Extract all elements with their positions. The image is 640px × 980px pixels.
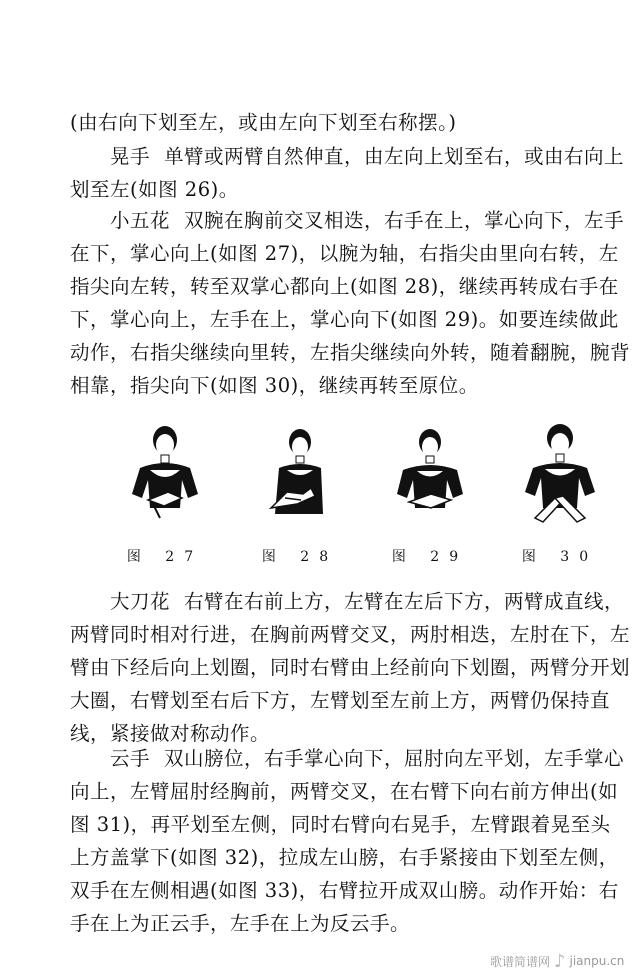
paragraph-huangshou (70, 140, 630, 206)
site-watermark (490, 948, 635, 974)
term-label: 云手 (110, 747, 151, 770)
paragraph-intro (70, 106, 630, 139)
figure-caption: 图 30 (521, 549, 599, 565)
watermark-logo-icon: ♪ (554, 950, 566, 972)
dancer-illustration (110, 418, 220, 538)
figure-caption: 图 27 (126, 549, 204, 565)
dancer-illustration (245, 418, 355, 538)
figure-row (100, 418, 620, 573)
watermark-url: jianpu.cn (569, 954, 625, 968)
paragraph-xiaowuhua (70, 204, 630, 402)
term-label: 小五花 (110, 209, 171, 232)
dancer-illustration (375, 418, 485, 538)
figure-30 (505, 418, 615, 573)
figure-caption: 图 28 (261, 549, 339, 565)
paragraph-yunshou (70, 742, 630, 940)
paragraph-dadaohua (70, 585, 630, 750)
figure-27 (110, 418, 220, 573)
paragraph-text: 双腕在胸前交叉相迭，右手在上，掌心向下，左手在下，掌心向上(如图 27)，以腕为轴，右指尖由里向右转，左指尖向左转，转至双掌心都向上(如图 28)，继续再转成右手在下，掌心向上，左手在上，掌心向下(如图 29)。如要连续做此动作，右指尖继续向里转，左指尖继续向外转，随着翻腕，腕背相靠，指尖向下(如图 30)，继续再转至原位。 (70, 209, 631, 397)
paragraph-text: (由右向下划至左，或由左向下划至右称摆。) (70, 111, 457, 134)
term-label: 大刀花 (110, 590, 171, 613)
paragraph-text: 右臂在右前上方，左臂在左后下方，两臂成直线，两臂同时相对行进，在胸前两臂交叉，两肘相迭，左肘在下，左臂由下经后向上划圈，同时右臂由上经前向下划圈，两臂分开划大圈，右臂划至右后下方，左臂划至左前上方，两臂仍保持直线，紧接做对称动作。 (70, 590, 631, 745)
dancer-illustration (505, 418, 615, 538)
paragraph-text: 单臂或两臂自然伸直，由左向上划至右，或由右向上划至左(如图 26)。 (70, 145, 625, 201)
figure-29 (375, 418, 485, 573)
watermark-site: 歌谱简谱网 (490, 954, 551, 969)
figure-caption: 图 29 (391, 549, 469, 565)
term-label: 晃手 (110, 145, 151, 168)
paragraph-text: 双山膀位，右手掌心向下，屈肘向左平划，左手掌心向上，左臂屈肘经胸前，两臂交叉，在右臂下向右前方伸出(如图 31)，再平划至左侧，同时右臂向右晃手，左臂跟着晃至头上方盖掌下(如图 32)，拉成左山膀，右手紧接由下划至左侧，双手在左侧相遇(如图 33)，右臂拉开成双山膀。动作开始：右手在上为正云手，左手在上为反云手。 (70, 747, 625, 935)
figure-28 (245, 418, 355, 573)
